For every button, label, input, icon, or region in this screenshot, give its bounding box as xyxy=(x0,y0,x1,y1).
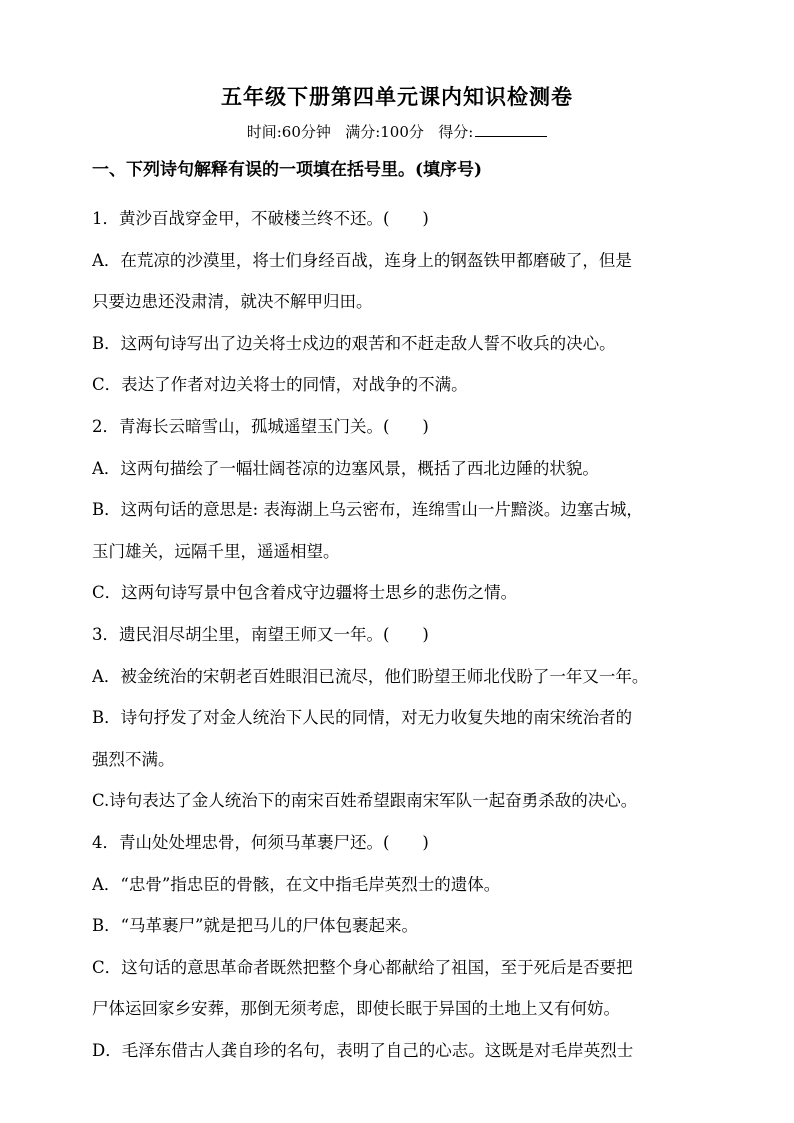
time-info: 时间:60分钟 xyxy=(246,123,331,141)
option-line: 只要边患还没肃清，就决不解甲归田。 xyxy=(92,292,373,312)
option-line: B．“马革裹尸”就是把马儿的尸体包裹起来。 xyxy=(92,916,418,936)
exam-meta xyxy=(0,121,794,143)
option-line: C．这句话的意思革命者既然把整个身心都献给了祖国，至于死后是否要把 xyxy=(92,957,633,977)
option-line: A．这两句描绘了一幅壮阔苍凉的边塞风景，概括了西北边陲的状貌。 xyxy=(92,458,599,478)
option-line: C．表达了作者对边关将士的同情，对战争的不满。 xyxy=(92,375,468,395)
option-line: A．在荒凉的沙漠里，将士们身经百战，连身上的钢盔铁甲都磨破了，但是 xyxy=(92,250,632,270)
option-line: B．这两句诗写出了边关将士戍边的艰苦和不赶走敌人誓不收兵的决心。 xyxy=(92,333,616,353)
option-line: B．这两句话的意思是: 表海湖上乌云密布，连绵雪山一片黯淡。边塞古城， xyxy=(92,500,643,520)
option-line: 玉门雄关，远隔千里，遥遥相望。 xyxy=(92,541,340,561)
question-line: 2．青海长云暗雪山，孤城遥望玉门关。( ) xyxy=(92,416,429,436)
option-line: C.诗句表达了金人统治下的南宋百姓希望跟南宋军队一起奋勇杀敌的决心。 xyxy=(92,791,638,811)
score-label: 得分: xyxy=(438,123,474,141)
option-line: D．毛泽东借古人龚自珍的名句，表明了自己的心志。这既是对毛岸英烈士 xyxy=(92,1040,634,1060)
question-line: 4．青山处处埋忠骨，何须马革裹尸还。( ) xyxy=(92,832,429,852)
section-heading: 一、下列诗句解释有误的一项填在括号里。(填序号) xyxy=(92,160,483,180)
question-line: 3．遗民泪尽胡尘里，南望王师又一年。( ) xyxy=(92,624,429,644)
full-score-info: 满分:100分 xyxy=(345,123,424,141)
option-line: 尸体运回家乡安葬，那倒无须考虑，即使长眠于异国的土地上又有何妨。 xyxy=(92,999,620,1019)
score-blank[interactable] xyxy=(475,122,547,137)
option-line: B．诗句抒发了对金人统治下人民的同情，对无力收复失地的南宋统治者的 xyxy=(92,708,633,728)
option-line: A．“忠骨”指忠臣的骨骸，在文中指毛岸英烈士的遗体。 xyxy=(92,874,501,894)
option-line: C．这两句诗写景中包含着戍守边疆将士思乡的悲伤之情。 xyxy=(92,583,518,603)
option-line: A．被金统治的宋朝老百姓眼泪已流尽，他们盼望王师北伐盼了一年又一年。 xyxy=(92,666,649,686)
option-line: 强烈不满。 xyxy=(92,749,175,769)
page-title: 五年级下册第四单元课内知识检测卷 xyxy=(221,84,573,109)
question-lines xyxy=(92,198,704,1071)
question-line: 1．黄沙百战穿金甲，不破楼兰终不还。( ) xyxy=(92,209,429,228)
